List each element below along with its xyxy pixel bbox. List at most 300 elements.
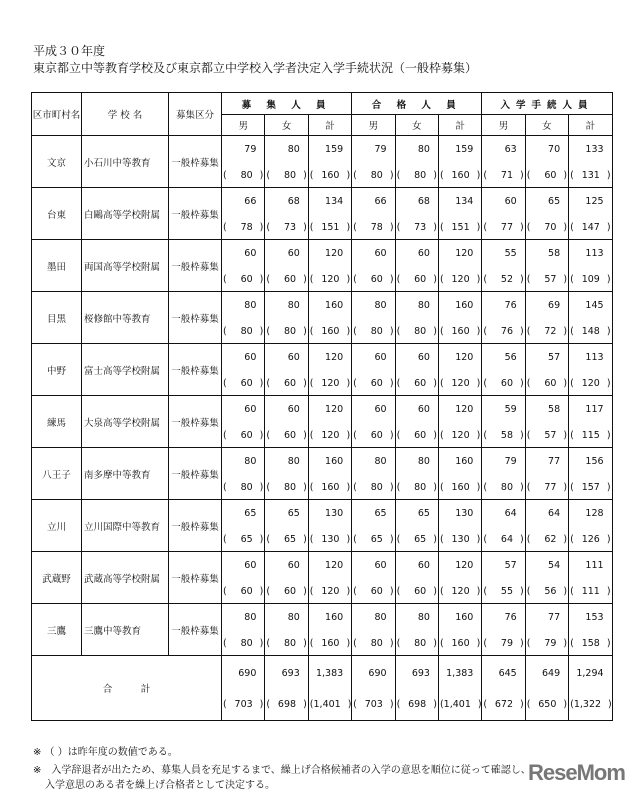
table-row	[32, 240, 613, 292]
value-cell	[395, 448, 438, 500]
value-cell	[569, 136, 612, 188]
previous-value: ( 60 )	[353, 430, 394, 441]
note-2: ※ 入学辞退者が出たため、募集人員を充足するまで、繰上げ合格候補者の入学の意思を順位に従って確認し、	[33, 765, 531, 776]
current-value: 76	[504, 612, 517, 623]
current-value: 64	[548, 508, 561, 519]
current-value: 117	[585, 404, 604, 415]
value-cell	[569, 500, 612, 552]
current-value: 1,383	[446, 668, 474, 679]
current-value: 60	[287, 560, 300, 571]
previous-value: ( 62 )	[526, 534, 568, 545]
current-value: 134	[325, 196, 344, 207]
value-cell	[395, 396, 438, 448]
value-cell	[222, 604, 265, 656]
previous-value: ( 1,322 )	[570, 699, 612, 710]
previous-value: ( 80 )	[353, 638, 394, 649]
current-value: 65	[287, 508, 300, 519]
value-cell	[265, 396, 308, 448]
value-cell	[395, 500, 438, 552]
current-value: 66	[374, 196, 387, 207]
value-cell	[482, 136, 525, 188]
value-cell	[482, 292, 525, 344]
value-cell	[352, 344, 395, 396]
district-cell: 文京	[32, 136, 82, 188]
school-cell: 大泉高等学校附属	[82, 396, 169, 448]
current-value: 80	[374, 300, 387, 311]
current-value: 80	[287, 456, 300, 467]
current-value: 63	[504, 144, 517, 155]
current-value: 120	[325, 248, 344, 259]
previous-value: ( 80 )	[223, 638, 264, 649]
previous-value: ( 160 )	[439, 326, 481, 337]
current-value: 65	[548, 196, 561, 207]
current-value: 649	[541, 668, 561, 679]
current-value: 69	[548, 300, 561, 311]
value-cell	[438, 604, 481, 656]
value-cell	[265, 604, 308, 656]
value-cell	[482, 396, 525, 448]
value-cell	[308, 656, 351, 721]
current-value: 125	[585, 196, 604, 207]
value-cell	[569, 396, 612, 448]
previous-value: ( 60 )	[266, 274, 307, 285]
value-cell	[569, 240, 612, 292]
current-value: 80	[417, 456, 430, 467]
value-cell	[569, 292, 612, 344]
current-value: 80	[244, 300, 257, 311]
value-cell	[438, 136, 481, 188]
school-cell: 南多摩中等教育	[82, 448, 169, 500]
current-value: 111	[585, 560, 604, 571]
value-cell	[352, 448, 395, 500]
previous-value: ( 73 )	[396, 222, 437, 233]
current-value: 80	[417, 612, 430, 623]
value-cell	[308, 292, 351, 344]
value-cell	[222, 344, 265, 396]
previous-value: ( 56 )	[526, 586, 568, 597]
value-cell	[222, 656, 265, 721]
current-value: 60	[374, 352, 387, 363]
table-row	[32, 344, 613, 396]
current-value: 160	[325, 612, 344, 623]
previous-value: ( 115 )	[570, 430, 611, 441]
current-value: 80	[287, 612, 300, 623]
current-value: 58	[548, 404, 561, 415]
table-row	[32, 292, 613, 344]
district-cell: 練馬	[32, 396, 82, 448]
previous-value: ( 80 )	[266, 638, 307, 649]
value-cell	[308, 396, 351, 448]
value-cell	[395, 552, 438, 604]
value-cell	[352, 188, 395, 240]
value-cell	[308, 500, 351, 552]
subheader-total: 計	[438, 115, 481, 136]
current-value: 159	[455, 144, 474, 155]
previous-value: ( 1,401 )	[439, 699, 482, 710]
category-cell: 一般枠募集	[169, 396, 222, 448]
previous-value: ( 151 )	[309, 222, 351, 233]
previous-value: ( 77 )	[526, 482, 568, 493]
previous-value: ( 71 )	[483, 170, 524, 181]
current-value: 690	[368, 668, 387, 679]
value-cell	[352, 604, 395, 656]
header-school: 学 校 名	[82, 93, 169, 136]
current-value: 120	[325, 404, 344, 415]
previous-value: ( 79 )	[483, 638, 524, 649]
previous-value: ( 80 )	[266, 482, 307, 493]
current-value: 65	[244, 508, 257, 519]
previous-value: ( 703 )	[353, 699, 394, 710]
school-cell: 桜修館中等教育	[82, 292, 169, 344]
current-value: 128	[585, 508, 604, 519]
current-value: 64	[504, 508, 517, 519]
previous-value: ( 109 )	[570, 274, 611, 285]
previous-value: ( 80 )	[223, 326, 264, 337]
previous-value: ( 158 )	[570, 638, 611, 649]
value-cell	[525, 500, 568, 552]
current-value: 79	[504, 456, 517, 467]
current-value: 60	[287, 248, 300, 259]
header-district: 区市町村名	[32, 93, 82, 136]
subheader-female: 女	[265, 115, 308, 136]
value-cell	[395, 188, 438, 240]
category-cell: 一般枠募集	[169, 552, 222, 604]
table-row	[32, 552, 613, 604]
district-cell: 中野	[32, 344, 82, 396]
value-cell	[222, 136, 265, 188]
note-1: ※ （ ）は昨年度の数値である。	[33, 747, 178, 758]
value-cell	[438, 188, 481, 240]
previous-value: ( 60 )	[223, 274, 264, 285]
previous-value: ( 60 )	[483, 378, 524, 389]
current-value: 693	[281, 668, 300, 679]
current-value: 120	[325, 352, 344, 363]
table-row	[32, 500, 613, 552]
district-cell: 八王子	[32, 448, 82, 500]
current-value: 159	[325, 144, 344, 155]
header-category: 募集区分	[169, 93, 222, 136]
value-cell	[569, 656, 612, 721]
previous-value: ( 78 )	[353, 222, 394, 233]
previous-value: ( 80 )	[353, 326, 394, 337]
previous-value: ( 120 )	[439, 430, 481, 441]
current-value: 65	[417, 508, 430, 519]
header-pass: 合 格 人 員	[352, 93, 482, 115]
previous-value: ( 65 )	[223, 534, 264, 545]
previous-value: ( 148 )	[570, 326, 611, 337]
previous-value: ( 72 )	[526, 326, 568, 337]
value-cell	[569, 448, 612, 500]
current-value: 133	[585, 144, 604, 155]
previous-value: ( 60 )	[353, 586, 394, 597]
value-cell	[352, 656, 395, 721]
value-cell	[308, 604, 351, 656]
current-value: 79	[244, 144, 257, 155]
value-cell	[265, 656, 308, 721]
current-value: 60	[374, 560, 387, 571]
current-value: 60	[417, 352, 430, 363]
current-value: 66	[244, 196, 257, 207]
previous-value: ( 120 )	[439, 586, 481, 597]
previous-value: ( 160 )	[309, 170, 351, 181]
previous-value: ( 650 )	[526, 699, 568, 710]
value-cell	[482, 552, 525, 604]
current-value: 54	[548, 560, 561, 571]
category-cell: 一般枠募集	[169, 188, 222, 240]
previous-value: ( 80 )	[396, 326, 437, 337]
value-cell	[395, 656, 438, 721]
current-value: 113	[585, 248, 604, 259]
value-cell	[265, 188, 308, 240]
previous-value: ( 60 )	[353, 274, 394, 285]
previous-value: ( 80 )	[353, 482, 394, 493]
subheader-female: 女	[525, 115, 568, 136]
value-cell	[265, 500, 308, 552]
value-cell	[569, 604, 612, 656]
value-cell	[525, 552, 568, 604]
value-cell	[222, 240, 265, 292]
previous-value: ( 65 )	[353, 534, 394, 545]
value-cell	[222, 500, 265, 552]
value-cell	[352, 500, 395, 552]
value-cell	[265, 552, 308, 604]
value-cell	[265, 136, 308, 188]
category-cell: 一般枠募集	[169, 240, 222, 292]
current-value: 160	[455, 300, 474, 311]
total-row	[32, 656, 613, 721]
current-value: 160	[325, 456, 344, 467]
value-cell	[352, 136, 395, 188]
current-value: 79	[374, 144, 387, 155]
previous-value: ( 698 )	[266, 699, 307, 710]
value-cell	[438, 396, 481, 448]
previous-value: ( 55 )	[483, 586, 524, 597]
value-cell	[395, 136, 438, 188]
current-value: 77	[548, 612, 561, 623]
previous-value: ( 80 )	[223, 170, 264, 181]
previous-value: ( 160 )	[439, 482, 481, 493]
previous-value: ( 73 )	[266, 222, 307, 233]
previous-value: ( 80 )	[396, 482, 437, 493]
current-value: 160	[325, 300, 344, 311]
current-value: 60	[287, 404, 300, 415]
value-cell	[265, 448, 308, 500]
value-cell	[308, 136, 351, 188]
subheader-female: 女	[395, 115, 438, 136]
value-cell	[222, 292, 265, 344]
subheader-total: 計	[308, 115, 351, 136]
previous-value: ( 60 )	[396, 378, 437, 389]
previous-value: ( 65 )	[266, 534, 307, 545]
current-value: 60	[374, 248, 387, 259]
current-value: 160	[455, 456, 474, 467]
current-value: 130	[455, 508, 474, 519]
current-value: 60	[244, 352, 257, 363]
current-value: 153	[585, 612, 604, 623]
current-value: 120	[455, 248, 474, 259]
previous-value: ( 157 )	[570, 482, 611, 493]
current-value: 120	[455, 352, 474, 363]
school-cell: 立川国際中等教育	[82, 500, 169, 552]
current-value: 55	[504, 248, 517, 259]
value-cell	[569, 344, 612, 396]
category-cell: 一般枠募集	[169, 500, 222, 552]
previous-value: ( 80 )	[396, 638, 437, 649]
value-cell	[438, 292, 481, 344]
value-cell	[438, 240, 481, 292]
category-cell: 一般枠募集	[169, 292, 222, 344]
value-cell	[222, 396, 265, 448]
previous-value: ( 160 )	[439, 638, 481, 649]
previous-value: ( 120 )	[570, 378, 611, 389]
previous-value: ( 58 )	[483, 430, 524, 441]
value-cell	[438, 344, 481, 396]
previous-value: ( 60 )	[266, 378, 307, 389]
header-enroll: 入学手続人員	[482, 93, 612, 115]
table-row	[32, 396, 613, 448]
previous-value: ( 60 )	[223, 586, 264, 597]
district-cell: 目黒	[32, 292, 82, 344]
current-value: 77	[548, 456, 561, 467]
value-cell	[265, 344, 308, 396]
current-value: 80	[417, 300, 430, 311]
current-value: 1,383	[315, 668, 344, 679]
value-cell	[265, 240, 308, 292]
current-value: 130	[325, 508, 344, 519]
value-cell	[438, 448, 481, 500]
value-cell	[482, 240, 525, 292]
value-cell	[525, 656, 568, 721]
previous-value: ( 60 )	[396, 274, 437, 285]
value-cell	[525, 344, 568, 396]
note-3: 入学意思のある者を繰上げ合格者として決定する。	[45, 780, 275, 791]
current-value: 80	[287, 300, 300, 311]
previous-value: ( 698 )	[396, 699, 437, 710]
previous-value: ( 60 )	[266, 586, 307, 597]
previous-value: ( 60 )	[396, 586, 437, 597]
previous-value: ( 130 )	[309, 534, 351, 545]
table-row	[32, 188, 613, 240]
current-value: 1,294	[576, 668, 604, 679]
previous-value: ( 120 )	[439, 378, 481, 389]
value-cell	[438, 552, 481, 604]
current-value: 57	[548, 352, 561, 363]
value-cell	[525, 292, 568, 344]
value-cell	[525, 448, 568, 500]
subheader-male: 男	[352, 115, 395, 136]
previous-value: ( 76 )	[483, 326, 524, 337]
current-value: 160	[455, 612, 474, 623]
current-value: 68	[287, 196, 300, 207]
value-cell	[352, 240, 395, 292]
previous-value: ( 60 )	[353, 378, 394, 389]
current-value: 60	[287, 352, 300, 363]
current-value: 60	[374, 404, 387, 415]
current-value: 76	[504, 300, 517, 311]
value-cell	[308, 240, 351, 292]
value-cell	[265, 292, 308, 344]
previous-value: ( 57 )	[526, 430, 568, 441]
previous-value: ( 131 )	[570, 170, 611, 181]
previous-value: ( 130 )	[439, 534, 481, 545]
page-title: 東京都立中等教育学校及び東京都立中学校入学者決定入学手続状況（一般枠募集）	[33, 61, 478, 75]
previous-value: ( 120 )	[439, 274, 481, 285]
previous-value: ( 147 )	[570, 222, 611, 233]
current-value: 80	[374, 612, 387, 623]
title-year: 平成３０年度	[33, 44, 106, 58]
value-cell	[482, 188, 525, 240]
current-value: 156	[585, 456, 604, 467]
previous-value: ( 80 )	[266, 170, 307, 181]
category-cell: 一般枠募集	[169, 448, 222, 500]
previous-value: ( 80 )	[266, 326, 307, 337]
current-value: 80	[417, 144, 430, 155]
district-cell: 台東	[32, 188, 82, 240]
previous-value: ( 78 )	[223, 222, 264, 233]
current-value: 70	[548, 144, 561, 155]
header-recruit: 募 集 人 員	[222, 93, 352, 115]
school-cell: 富士高等学校附属	[82, 344, 169, 396]
district-cell: 三鷹	[32, 604, 82, 656]
current-value: 120	[455, 404, 474, 415]
previous-value: ( 60 )	[526, 170, 568, 181]
previous-value: ( 80 )	[353, 170, 394, 181]
category-cell: 一般枠募集	[169, 344, 222, 396]
value-cell	[438, 500, 481, 552]
current-value: 58	[548, 248, 561, 259]
current-value: 60	[244, 404, 257, 415]
value-cell	[222, 448, 265, 500]
value-cell	[525, 396, 568, 448]
previous-value: ( 80 )	[223, 482, 264, 493]
previous-value: ( 120 )	[309, 586, 351, 597]
previous-value: ( 120 )	[309, 378, 351, 389]
table-row	[32, 448, 613, 500]
previous-value: ( 1,401 )	[309, 699, 352, 710]
school-cell: 白鷗高等学校附属	[82, 188, 169, 240]
table-row	[32, 136, 613, 188]
value-cell	[352, 396, 395, 448]
value-cell	[482, 500, 525, 552]
previous-value: ( 57 )	[526, 274, 568, 285]
total-label: 合 計	[32, 656, 222, 721]
current-value: 645	[498, 668, 517, 679]
resemom-logo: ReseMom	[528, 760, 625, 785]
value-cell	[308, 188, 351, 240]
current-value: 120	[325, 560, 344, 571]
previous-value: ( 160 )	[309, 326, 351, 337]
subheader-male: 男	[482, 115, 525, 136]
current-value: 693	[411, 668, 430, 679]
previous-value: ( 60 )	[266, 430, 307, 441]
category-cell: 一般枠募集	[169, 136, 222, 188]
current-value: 80	[244, 612, 257, 623]
previous-value: ( 672 )	[483, 699, 524, 710]
value-cell	[525, 188, 568, 240]
value-cell	[395, 292, 438, 344]
previous-value: ( 111 )	[570, 586, 611, 597]
previous-value: ( 160 )	[309, 638, 351, 649]
value-cell	[308, 344, 351, 396]
previous-value: ( 80 )	[396, 170, 437, 181]
current-value: 60	[417, 560, 430, 571]
current-value: 60	[417, 248, 430, 259]
current-value: 120	[455, 560, 474, 571]
current-value: 60	[417, 404, 430, 415]
value-cell	[222, 552, 265, 604]
value-cell	[482, 656, 525, 721]
current-value: 59	[504, 404, 517, 415]
